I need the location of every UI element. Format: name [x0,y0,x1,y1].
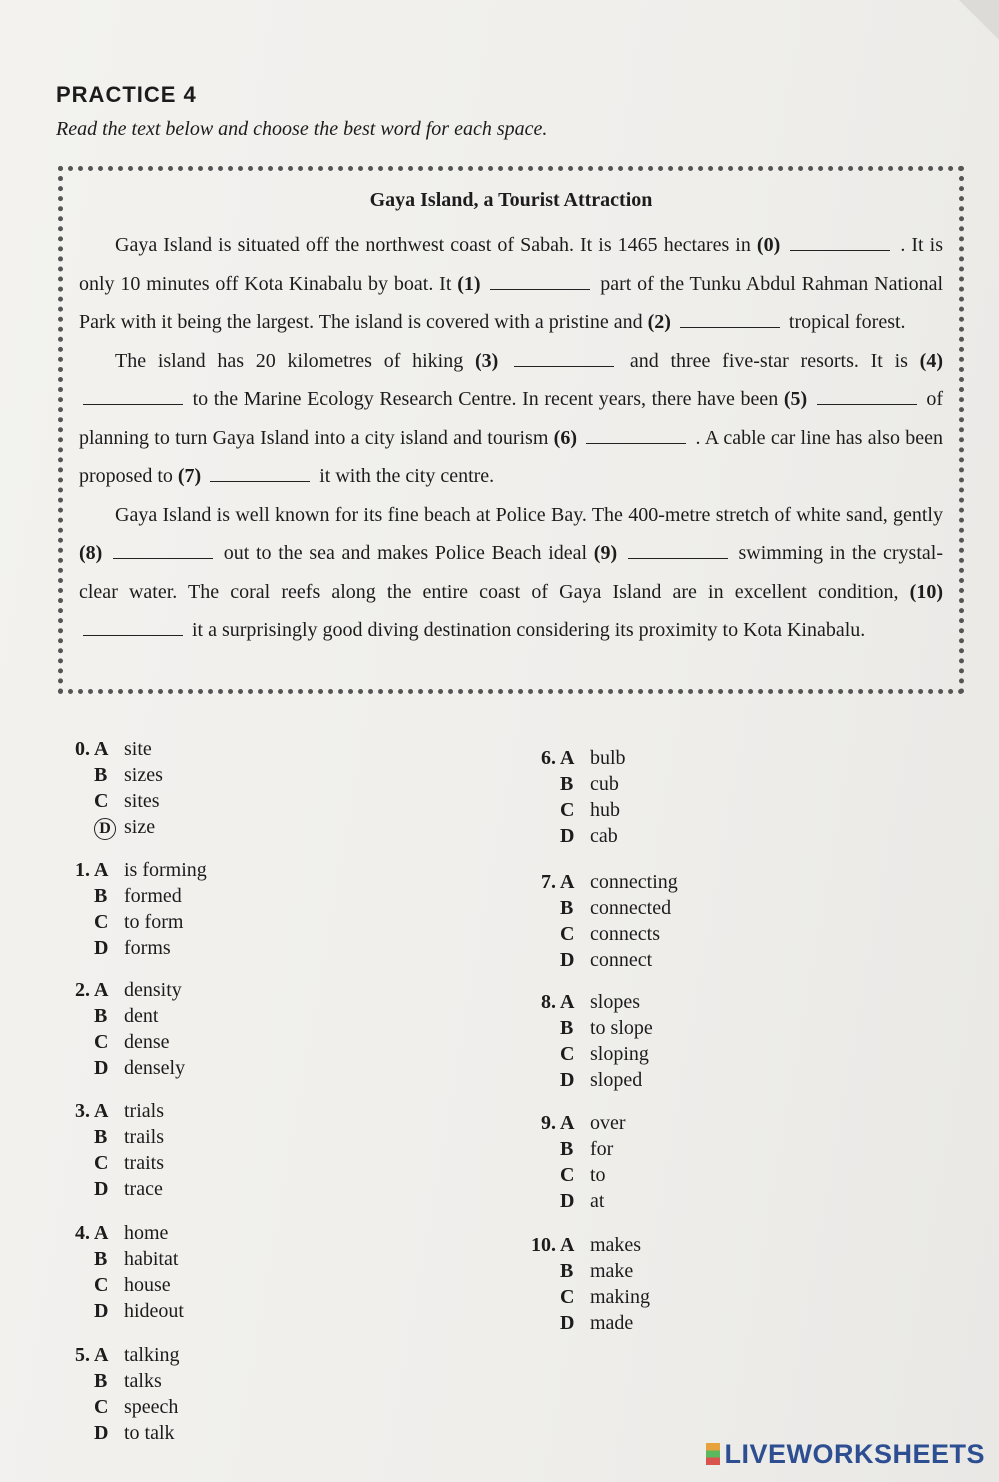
option-d[interactable] [528,1067,653,1093]
option-text: trials [124,1100,164,1122]
option-text: talking [124,1344,180,1366]
option-text: bulb [590,747,626,769]
option-b[interactable] [528,895,678,921]
option-letter: A [560,747,575,769]
page-corner [959,0,999,40]
option-text: connected [590,897,672,919]
question-2 [62,977,185,1081]
option-text: hub [590,799,620,821]
passage-box [58,166,964,694]
option-c[interactable] [518,1284,650,1310]
answer-blank[interactable] [817,390,917,405]
option-text: slopes [590,991,640,1013]
option-letter: C [94,1152,109,1174]
option-text: sloped [590,1069,643,1091]
option-c[interactable] [62,788,163,814]
option-d[interactable] [62,814,163,840]
gap-number: (0) [756,234,787,256]
answer-blank[interactable] [210,467,310,482]
option-text: to talk [124,1422,175,1444]
option-text: is forming [124,859,207,881]
question-number: 6. [541,747,556,769]
option-text: making [590,1286,650,1308]
option-letter: C [560,799,575,821]
gap-number: (9) [593,542,624,564]
answer-blank[interactable] [83,390,183,405]
answer-blank[interactable] [680,313,780,328]
option-letter: D [560,1190,575,1212]
option-letter: D [94,1422,109,1444]
option-d[interactable] [518,1310,650,1336]
option-text: make [590,1260,634,1282]
option-d[interactable] [528,947,678,973]
option-text: site [124,738,152,760]
option-a[interactable] [62,1098,164,1124]
option-letter: C [560,1043,575,1065]
question-number: 8. [541,991,556,1013]
option-letter: A [94,1344,109,1366]
option-d[interactable] [62,935,207,961]
option-a[interactable] [62,1220,184,1246]
question-number: 2. [75,979,90,1001]
answer-blank[interactable] [586,429,686,444]
option-a[interactable] [518,1232,650,1258]
option-letter: C [560,923,575,945]
question-number: 10. [531,1234,556,1256]
gap-number: (7) [177,465,207,487]
paragraph-3 [79,496,943,650]
option-text: traits [124,1152,164,1174]
option-text: sizes [124,764,163,786]
question-0 [62,736,163,840]
passage-text: The island has 20 kilometres of hiking [115,349,475,372]
option-letter: D [94,1300,109,1322]
page-heading: PRACTICE 4 [56,82,197,107]
option-letter: B [94,764,108,786]
option-letter: B [560,897,574,919]
option-b[interactable] [62,1246,184,1272]
option-c[interactable] [62,909,207,935]
passage-text: and three five-star resorts. It is [618,349,920,372]
option-text: made [590,1312,634,1334]
option-c[interactable] [528,921,678,947]
question-number: 3. [75,1100,90,1122]
option-d[interactable] [528,823,626,849]
option-c[interactable] [62,1029,185,1055]
answer-blank[interactable] [628,544,728,559]
option-text: for [590,1138,614,1160]
option-text: cub [590,773,619,795]
option-text: sloping [590,1043,649,1065]
option-text: sites [124,790,160,812]
gap-number: (1) [457,272,487,295]
option-c[interactable] [528,1162,626,1188]
option-text: size [124,816,156,838]
option-letter: B [94,1126,108,1148]
option-text: dense [124,1031,170,1053]
option-letter: B [560,773,574,795]
option-text: over [590,1112,626,1134]
passage-title: Gaya Island, a Tourist Attraction [369,189,653,211]
option-letter: A [560,871,575,893]
option-a[interactable] [528,745,626,771]
passage-text: of planning to turn Gaya Island into a city island and tourism [79,388,943,449]
option-text: talks [124,1370,162,1392]
option-d[interactable] [62,1176,164,1202]
option-a[interactable] [528,989,653,1015]
question-6 [528,745,626,849]
option-text: densely [124,1057,186,1079]
option-text: home [124,1222,169,1244]
option-letter: C [94,1031,109,1053]
option-text: house [124,1274,171,1296]
passage-text: swimming in the crystal-clear water. The coral reefs along the entire coast of Gaya Island are in excellent condition, [79,542,943,603]
logo-icon [706,1443,720,1465]
question-number: 0. [75,738,90,760]
option-d[interactable] [528,1188,626,1214]
option-letter: D [94,1178,109,1200]
option-letter: B [94,1370,108,1392]
passage-text: Gaya Island is well known for its fine beach at Police Bay. The 400-metre stretch of white sand, gently [115,503,943,526]
option-letter: C [560,1164,575,1186]
option-letter: A [560,991,575,1013]
option-letter: D [94,937,109,959]
passage-text: Gaya Island is situated off the northwest coast of Sabah. It is 1465 hectares in [115,234,757,256]
option-letter: B [560,1138,574,1160]
option-letter: C [94,1274,109,1296]
option-a[interactable] [62,977,185,1003]
question-1 [62,857,207,961]
option-letter: D [560,825,575,847]
passage-text: out to the sea and makes Police Beach ideal [217,542,594,564]
passage-text: . A cable car line has also been proposed to [79,426,943,487]
option-letter: B [94,885,108,907]
option-b[interactable] [518,1258,650,1284]
question-number: 9. [541,1112,556,1134]
gap-number: (5) [783,388,813,410]
option-letter: A [94,1100,109,1122]
option-text: to [590,1164,606,1186]
answer-blank[interactable] [790,236,890,251]
passage-text: it with the city centre. [314,465,495,487]
option-c[interactable] [62,1394,180,1420]
option-text: connect [590,949,653,971]
option-letter: D [94,1057,109,1079]
question-8 [528,989,653,1093]
answer-blank[interactable] [83,621,183,636]
passage-text: part of the Tunku Abdul Rahman National Park with it being the largest. The island is covered with a pristine and [79,272,943,333]
option-letter: B [560,1017,574,1039]
gap-number: (4) [919,349,943,372]
option-letter: D [560,1312,575,1334]
paragraph-2 [79,342,943,496]
option-text: formed [124,885,182,907]
option-text: at [590,1190,605,1212]
option-a[interactable] [62,736,163,762]
passage-text: . It is only 10 minutes off Kota Kinabalu by boat. It [79,234,943,295]
instructions: Read the text below and choose the best word for each space. [56,118,548,140]
question-7 [528,869,678,973]
option-letter: D [560,949,575,971]
circled-answer-letter: D [94,818,116,840]
option-a[interactable] [62,857,207,883]
question-number: 1. [75,859,90,881]
option-text: trace [124,1178,163,1200]
option-letter: A [94,979,109,1001]
option-b[interactable] [62,762,163,788]
option-text: habitat [124,1248,179,1270]
option-b[interactable] [62,1003,185,1029]
option-text: makes [590,1234,642,1256]
answer-blank[interactable] [113,544,213,559]
option-text: dent [124,1005,159,1027]
passage-text: to the Marine Ecology Research Centre. In recent years, there have been [187,388,784,410]
question-9 [528,1110,626,1214]
gap-number: (8) [79,542,110,564]
option-letter: A [94,1222,109,1244]
option-b[interactable] [62,1368,180,1394]
option-letter: B [560,1260,574,1282]
option-letter: B [94,1248,108,1270]
question-4 [62,1220,184,1324]
option-text: density [124,979,182,1001]
option-a[interactable] [528,1110,626,1136]
question-number: 4. [75,1222,90,1244]
option-d[interactable] [62,1298,184,1324]
option-text: cab [590,825,618,847]
option-b[interactable] [528,1136,626,1162]
option-letter: D [560,1069,575,1091]
option-text: connecting [590,871,678,893]
option-letter: C [94,1396,109,1418]
option-letter: A [560,1112,575,1134]
option-letter: A [94,859,109,881]
gap-number: (3) [474,349,511,372]
option-c[interactable] [62,1150,164,1176]
question-5 [62,1342,180,1446]
option-letter: B [94,1005,108,1027]
liveworksheets-logo [706,1439,985,1470]
option-text: connects [590,923,660,945]
answer-blank[interactable] [514,352,614,367]
option-letter: C [94,790,109,812]
logo-text: LIVEWORKSHEETS [724,1439,985,1469]
question-number: 5. [75,1344,90,1366]
passage-text: tropical forest. [783,311,906,333]
option-b[interactable] [528,1015,653,1041]
option-d[interactable] [62,1420,180,1446]
option-text: to slope [590,1017,653,1039]
passage-text: it a surprisingly good diving destination considering its proximity to Kota Kinabalu. [187,619,866,641]
question-3 [62,1098,164,1202]
option-letter: A [560,1234,575,1256]
gap-number: (6) [553,426,583,449]
option-b[interactable] [62,883,207,909]
option-letter: C [560,1286,575,1308]
option-d[interactable] [62,1055,185,1081]
option-text: trails [124,1126,164,1148]
option-text: speech [124,1396,179,1418]
paragraph-1 [79,226,943,342]
question-10 [518,1232,650,1336]
option-b[interactable] [528,771,626,797]
option-c[interactable] [528,797,626,823]
option-text: forms [124,937,171,959]
gap-number: (2) [647,311,676,333]
option-a[interactable] [528,869,678,895]
answer-blank[interactable] [490,275,590,290]
option-text: hideout [124,1300,184,1322]
option-a[interactable] [62,1342,180,1368]
option-b[interactable] [62,1124,164,1150]
option-text: to form [124,911,184,933]
option-letter: A [94,738,109,760]
option-c[interactable] [528,1041,653,1067]
option-letter: C [94,911,109,933]
question-number: 7. [541,871,556,893]
option-c[interactable] [62,1272,184,1298]
gap-number: (10) [909,580,943,603]
